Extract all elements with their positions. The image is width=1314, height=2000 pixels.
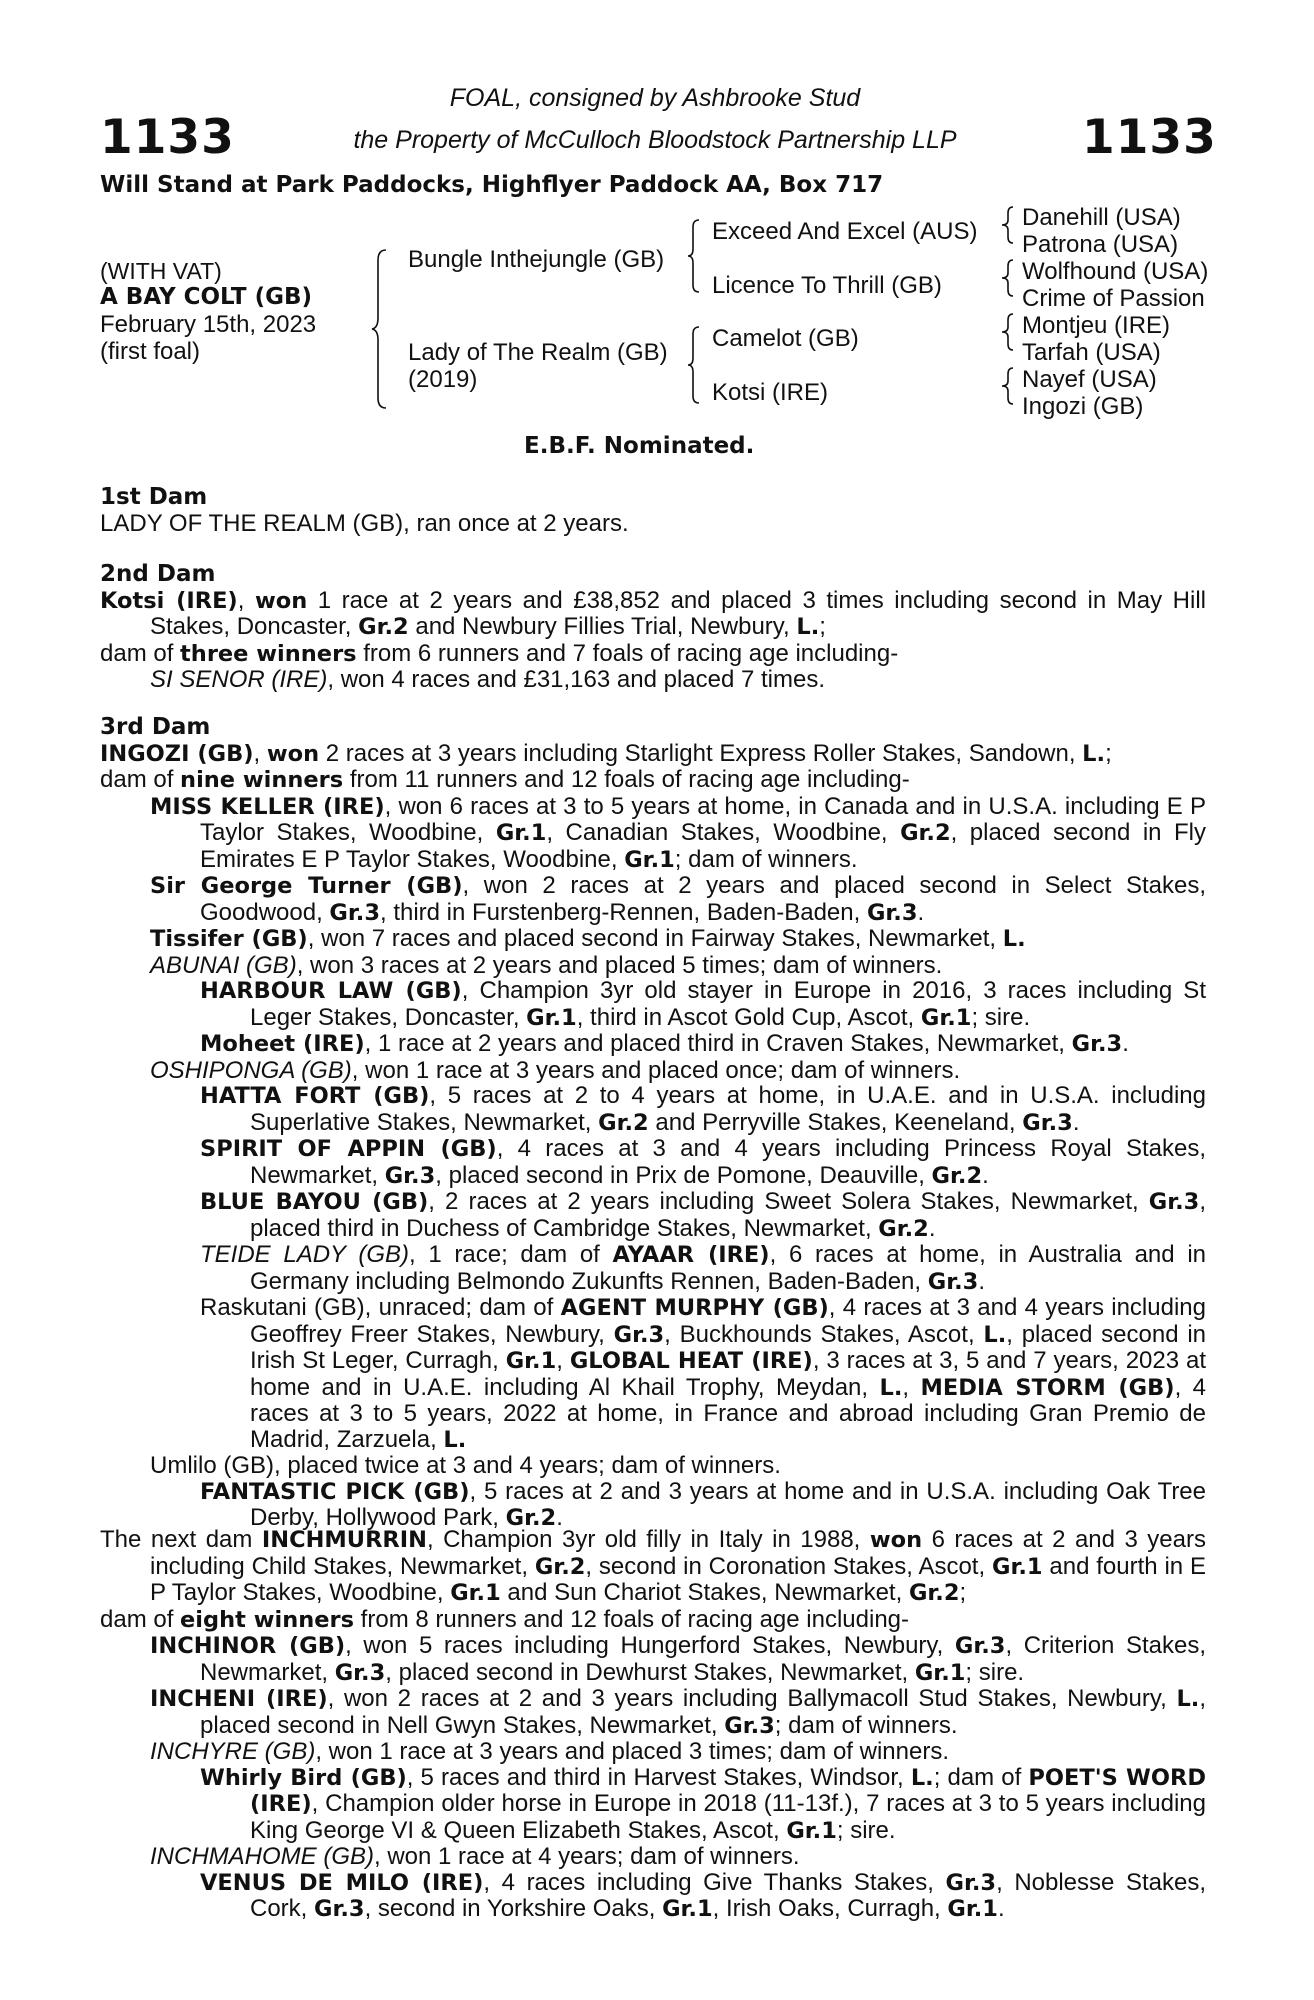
lot-number-right: 1133 [1082, 110, 1217, 165]
first-dam-text: LADY OF THE REALM (GB), ran once at 2 years. [100, 509, 629, 537]
next-dam-record: The next dam INCHMURRIN, Champion 3yr old filly in Italy in 1988, won 6 races at 2 and 3 years including Child Stakes, Newmarket, Gr.2, second in Coronation Stakes, Ascot, Gr.1 and fourth in E P Taylor Stakes, Woodbine, Gr.1 and Sun Chariot Stakes, Newmarket, Gr.2; [100, 1526, 1206, 1606]
grandfoal-venus-de-milo: VENUS DE MILO (IRE), 4 races including Give Thanks Stakes, Gr.3, Noblesse Stakes, Cork, Gr.3, second in Yorkshire Oaks, Gr.1, Irish Oaks, Curragh, Gr.1. [200, 1868, 1206, 1922]
second-dam-section [100, 562, 1206, 693]
third-dam-record: INGOZI (GB), won 2 races at 3 years including Starlight Express Roller Stakes, Sandown, L.; [100, 739, 1112, 767]
next-dam-foal-incheni: INCHENI (IRE), won 2 races at 2 and 3 years including Ballymacoll Stud Stakes, Newbury, L., placed second in Nell Gwyn Stakes, Newmarket, Gr.3; dam of winners. [150, 1685, 1207, 1739]
pedigree-brace-main [370, 248, 390, 410]
consignor-line: FOAL, consigned by Ashbrooke Stud [449, 84, 861, 112]
second-dam-heading: 2nd Dam [100, 561, 216, 587]
second-dam-produce-summary: dam of three winners from 6 runners and 7 foals of racing age including- [100, 639, 899, 667]
pedigree-sire: Bungle Inthejungle (GB) [408, 246, 665, 273]
second-dam-foal-1: SI SENOR (IRE), won 4 races and £31,163 and placed 7 times. [150, 666, 826, 693]
ebf-nominated: E.B.F. Nominated. [524, 433, 755, 459]
lot-number-left: 1133 [100, 110, 235, 165]
pedigree-sire-sire: Exceed And Excel (AUS) [712, 218, 978, 245]
next-dam-produce-summary: dam of eight winners from 8 runners and 12 foals of racing age including- [100, 1605, 910, 1633]
grandfoal-harbour-law: HARBOUR LAW (GB), Champion 3yr old stayer in Europe in 2016, 3 races including St Leger Stakes, Doncaster, Gr.1, third in Ascot Gold Cup, Ascot, Gr.1; sire. [200, 977, 1206, 1031]
foaling-date: February 15th, 2023 [100, 311, 317, 338]
pedigree-gen3-1: Danehill (USA) [1022, 204, 1181, 231]
pedigree-gen3-3: Wolfhound (USA) [1022, 258, 1209, 285]
next-dam-foal-inchyre: INCHYRE (GB), won 1 race at 3 years and placed 3 times; dam of winners. [150, 1738, 949, 1765]
third-dam-heading: 3rd Dam [100, 714, 211, 740]
grandfoal-whirly-bird: Whirly Bird (GB), 5 races and third in Harvest Stakes, Windsor, L.; dam of POET'S WORD (IRE), Champion older horse in Europe in 2018 (11-13f.), 7 races at 3 to 5 years including King George VI & Queen Elizabeth Stakes, Ascot, Gr.1; sire. [200, 1763, 1207, 1844]
pedigree-brace-ds [1000, 312, 1016, 352]
pedigree-dam-sire: Camelot (GB) [712, 325, 859, 352]
third-dam-produce-summary: dam of nine winners from 11 runners and 12 foals of racing age including- [100, 766, 910, 793]
next-dam-section [100, 1527, 1206, 1923]
pedigree-gen3-8: Ingozi (GB) [1022, 393, 1144, 420]
grandfoal-spirit-of-appin: SPIRIT OF APPIN (GB), 4 races at 3 and 4 years including Princess Royal Stakes, Newmarket, Gr.3, placed second in Prix de Pomone, Deauville, Gr.2. [200, 1135, 1206, 1189]
pedigree-gen3-4: Crime of Passion [1022, 285, 1205, 312]
third-dam-section [100, 715, 1206, 1532]
third-dam-foal-abunai: ABUNAI (GB), won 3 races at 2 years and placed 5 times; dam of winners. [150, 951, 943, 979]
pedigree-brace-ss [1000, 205, 1016, 245]
pedigree-dam-dam: Kotsi (IRE) [712, 379, 829, 406]
vat-note: (WITH VAT) [100, 258, 222, 284]
pedigree-brace-dam [686, 325, 702, 405]
pedigree-gen3-6: Tarfah (USA) [1022, 339, 1161, 366]
third-dam-foal-oshiponga: OSHIPONGA (GB), won 1 race at 3 years and placed once; dam of winners. [150, 1056, 961, 1084]
next-dam-foal-inchinor: INCHINOR (GB), won 5 races including Hungerford Stakes, Newbury, Gr.3, Criterion Stakes, Newmarket, Gr.3, placed second in Dewhurst Stakes, Newmarket, Gr.1; sire. [150, 1632, 1206, 1686]
grandfoal-teide-lady: TEIDE LADY (GB), 1 race; dam of AYAAR (IRE), 6 races at home, in Australia and in Germany including Belmondo Zukunfts Rennen, Baden-Baden, Gr.3. [200, 1241, 1206, 1295]
pedigree-gen3-2: Patrona (USA) [1022, 231, 1179, 258]
third-dam-foal-umlilo: Umlilo (GB), placed twice at 3 and 4 years; dam of winners. [150, 1452, 781, 1479]
grandfoal-blue-bayou: BLUE BAYOU (GB), 2 races at 2 years including Sweet Solera Stakes, Newmarket, Gr.3, placed third in Duchess of Cambridge Stakes, Newmarket, Gr.2. [200, 1188, 1206, 1242]
third-dam-foal-tissifer: Tissifer (GB), won 7 races and placed second in Fairway Stakes, Newmarket, L. [150, 925, 1026, 952]
first-dam-heading: 1st Dam [100, 484, 208, 510]
stand-location: Will Stand at Park Paddocks, Highflyer Paddock AA, Box 717 [100, 172, 884, 198]
pedigree-sire-dam: Licence To Thrill (GB) [712, 272, 942, 299]
pedigree-brace-dd [1000, 366, 1016, 406]
third-dam-foal-miss-keller: MISS KELLER (IRE), won 6 races at 3 to 5 years at home, in Canada and in U.S.A. including E P Taylor Stakes, Woodbine, Gr.1, Canadian Stakes, Woodbine, Gr.2, placed second in Fly Emirates E P Taylor Stakes, Woodbine, Gr.1; dam of winners. [150, 792, 1206, 873]
second-dam-record: Kotsi (IRE), won 1 race at 2 years and £38,852 and placed 3 times including second in May Hill Stakes, Doncaster, Gr.2 and Newbury Fillies Trial, Newbury, L.; [100, 586, 1206, 640]
pedigree-gen3-5: Montjeu (IRE) [1022, 312, 1171, 339]
pedigree-brace-sd [1000, 258, 1016, 298]
grandfoal-raskutani: Raskutani (GB), unraced; dam of AGENT MURPHY (GB), 4 races at 3 and 4 years including Geoffrey Freer Stakes, Newbury, Gr.3, Buckhounds Stakes, Ascot, L., placed second in Irish St Leger, Curragh, Gr.1, GLOBAL HEAT (IRE), 3 races at 3, 5 and 7 years, 2023 at home and in U.A.E. including Al Khail Trophy, Meydan, L., MEDIA STORM (GB), 4 races at 3 to 5 years, 2022 at home, in France and abroad including Gran Premio de Madrid, Zarzuela, L. [200, 1294, 1207, 1453]
third-dam-foal-sir-george-turner: Sir George Turner (GB), won 2 races at 2 years and placed second in Select Stakes, Goodwood, Gr.3, third in Furstenberg-Rennen, Baden-Baden, Gr.3. [150, 872, 1206, 926]
pedigree-brace-sire [686, 218, 702, 294]
pedigree-dam-year: (2019) [408, 366, 478, 393]
property-line: the Property of McCulloch Bloodstock Partnership LLP [353, 126, 957, 154]
pedigree-gen3-7: Nayef (USA) [1022, 366, 1157, 393]
pedigree-dam: Lady of The Realm (GB) [408, 339, 668, 366]
grandfoal-hatta-fort: HATTA FORT (GB), 5 races at 2 to 4 years at home, in U.A.E. and in U.S.A. including Superlative Stakes, Newmarket, Gr.2 and Perryville Stakes, Keeneland, Gr.3. [200, 1082, 1206, 1136]
horse-name: A BAY COLT (GB) [100, 284, 313, 310]
next-dam-foal-inchmahome: INCHMAHOME (GB), won 1 race at 4 years; dam of winners. [150, 1843, 800, 1870]
first-dam-section [100, 485, 1206, 536]
grandfoal-fantastic-pick: FANTASTIC PICK (GB), 5 races at 2 and 3 years at home and in U.S.A. including Oak Tree Derby, Hollywood Park, Gr.2. [200, 1477, 1207, 1531]
foal-note: (first foal) [100, 338, 201, 365]
grandfoal-moheet: Moheet (IRE), 1 race at 2 years and placed third in Craven Stakes, Newmarket, Gr.3. [200, 1030, 1129, 1057]
